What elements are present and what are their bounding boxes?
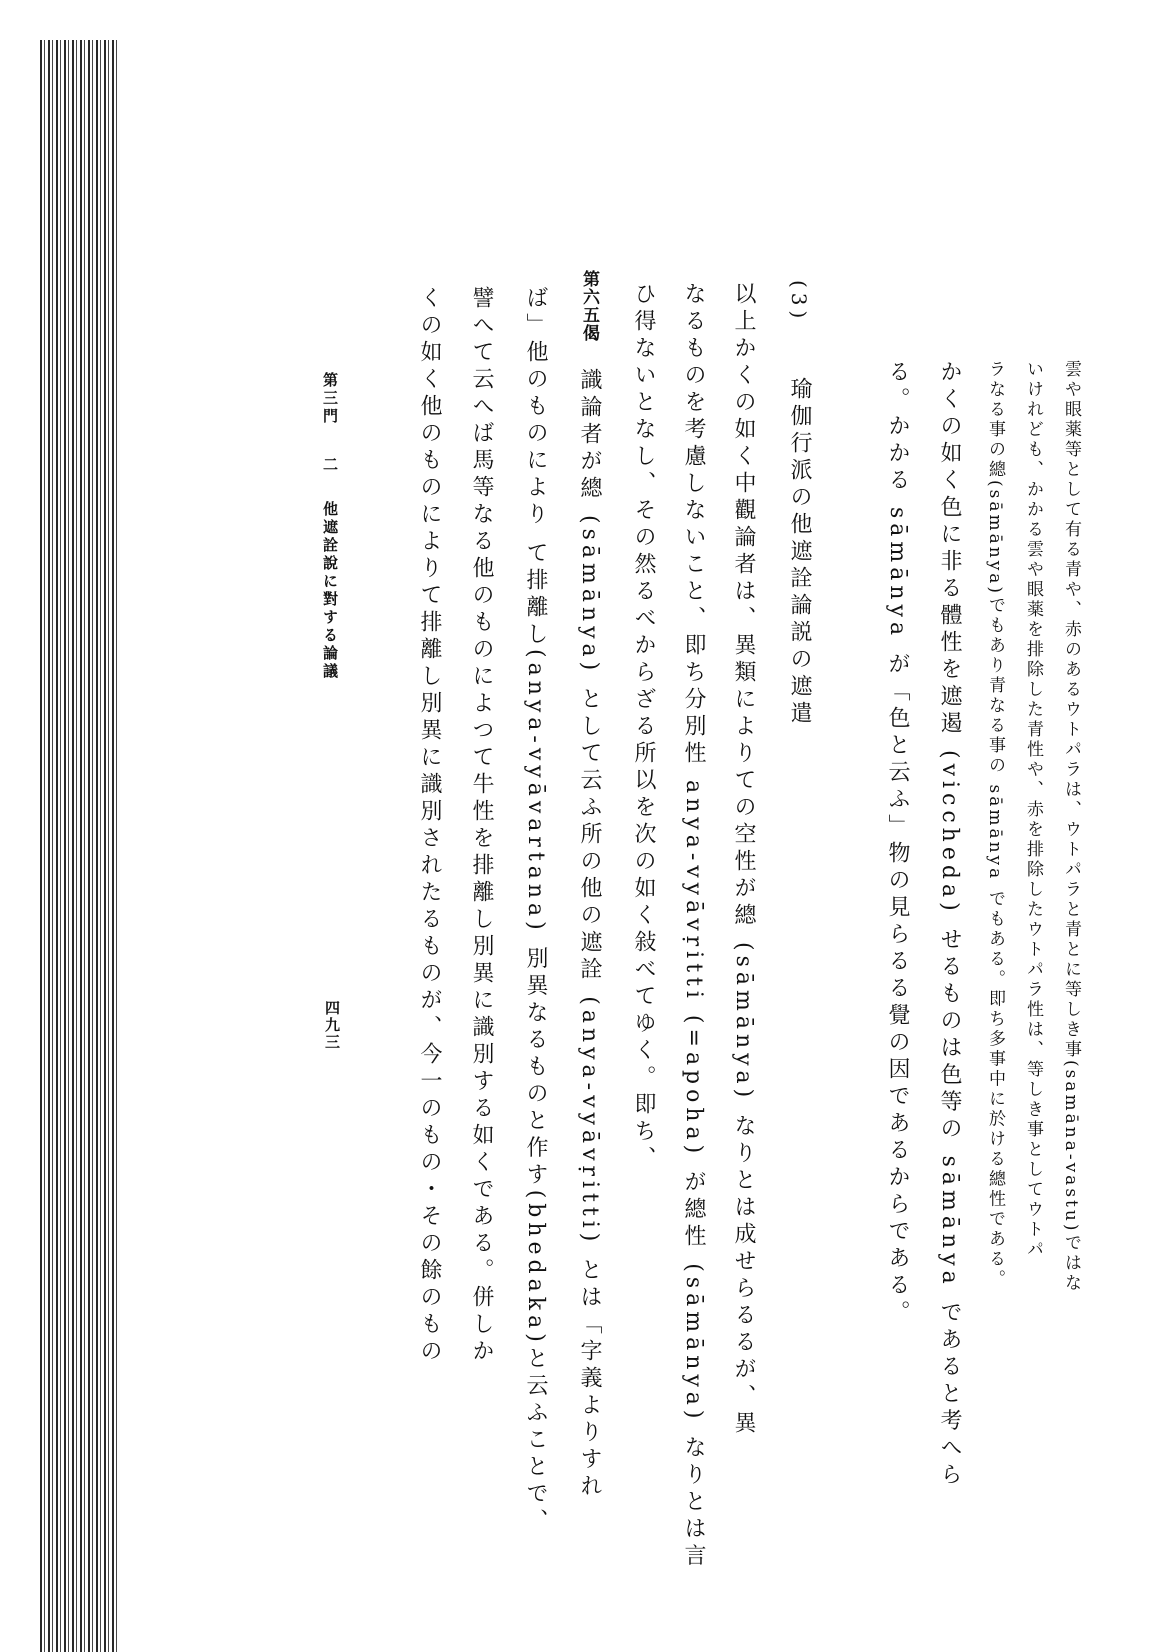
verse-label: 第六五偈	[579, 270, 599, 342]
section-heading	[788, 280, 810, 728]
text-column-4: かくの如く色に非る體性を遮遏 (viccheda) せるものは色等の sāmānya であると考へら	[937, 360, 962, 1490]
page-number: 四九三	[323, 1000, 341, 1051]
text-column-3: ラなる事の總(sāmānya)でもあり青なる事の sāmānya でもある。即ち多事中に於ける總性である。	[985, 360, 1005, 1290]
footer-section: 第三門	[321, 372, 339, 426]
footer-title: 他遮詮說に對する論議	[321, 500, 339, 681]
verse-column	[578, 270, 600, 1501]
text-column-13: くの如く他のものによりて排離し別異に識別されたるものが、今一のもの・その餘のもの	[417, 286, 442, 1366]
verse-text: 識論者が總 (sāmānya) として云ふ所の他の遮詮 (anya-vyāvṛitti) とは「字義よりすれ	[577, 368, 602, 1502]
text-column-2: いけれども、かかる雲や眼薬を排除した青性や、赤を排除したウトパラ性は、等しき事としてウトパ	[1023, 360, 1043, 1260]
text-column-11: ば」他のものにより て排離し(anya-vyāvartana) 別異なるものと作す(bhedaka)と云ふことで、	[523, 286, 548, 1536]
section-number: (3)	[787, 280, 811, 324]
text-column-8: なるものを考慮しないこと、即ち分別性 anya-vyāvṛitti (=apoha) が總性 (sāmānya) なりとは言	[681, 282, 706, 1571]
text-column-5: る。かかる sāmānya が「色と云ふ」物の見らるる覺の因であるからである。	[885, 360, 910, 1328]
section-title: 瑜伽行派の他遮詮論説の遮遣	[787, 377, 812, 729]
running-footer	[320, 372, 341, 681]
text-column-9: ひ得ないとなし、その然るべからざる所以を次の如く敍べてゆく。即ち、	[631, 282, 656, 1173]
text-column-7: 以上かくの如く中觀論者は、異類によりての空性が總 (sāmānya) なりとは成せらるるが、異	[731, 282, 756, 1439]
text-column-12: 譬へて云へば馬等なる他のものによつて牛性を排離し別異に識別する如くである。併しか	[469, 286, 494, 1366]
text-column-1: 雲や眼薬等として有る青や、赤のあるウトパラは、ウトパラと青とに等しき事(samāna-vastu)ではな	[1061, 360, 1081, 1294]
footer-chapter: 二	[321, 456, 339, 475]
